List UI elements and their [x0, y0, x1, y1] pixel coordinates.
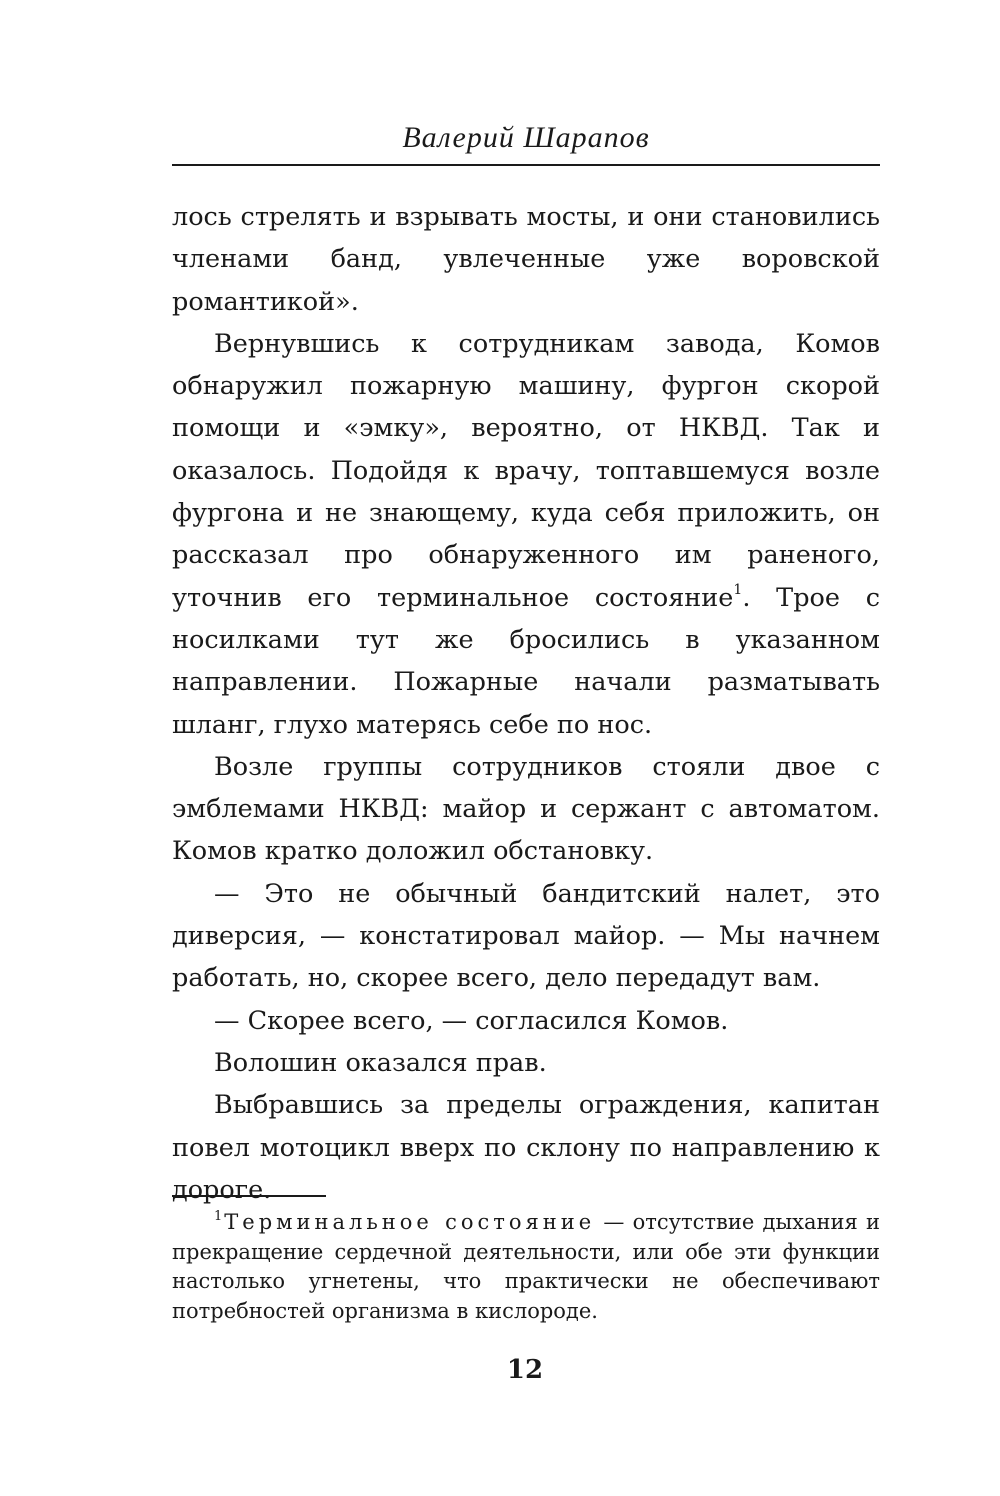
footnote-term: Терминальное состояние [224, 1210, 596, 1234]
footnote-paragraph [172, 1208, 880, 1326]
footnote [172, 1208, 880, 1326]
footnote-number: 1 [214, 1209, 223, 1224]
paragraph-2-text-b: . Трое с носилками тут же бросились в указанном направлении. Пожарные начали разматывать шланг, глухо матерясь себе по нос. [172, 582, 881, 740]
paragraph-5-dialogue: — Скорее всего, — согласился Комов. [214, 1005, 729, 1036]
header-rule [172, 164, 880, 166]
footnote-text: — отсутствие дыхания и прекращение сердечной деятельности, или обе эти функции настолько угнетены, что практически не обеспечивают потребностей организма в кислороде. [172, 1210, 880, 1323]
footnote-reference[interactable]: 1 [733, 581, 743, 598]
running-header: Валерий Шарапов [402, 121, 650, 154]
paragraph-2-text-a: Вернувшись к сотрудникам завода, Комов обнаружил пожарную машину, фургон скорой помощи и «эмку», вероятно, от НКВД. Так и оказалось. Подойдя к врачу, топтавшемуся возле фургона и не знающему, куда себя приложить, он рассказал про обнаруженного им раненого, уточнив его терминальное состояние [172, 328, 880, 613]
paragraph-2 [172, 323, 880, 746]
paragraph-3: Возле группы сотрудников стояли двое с эмблемами НКВД: майор и сержант с автоматом. Комов кратко доложил обстановку. [172, 751, 880, 867]
paragraph-1: лось стрелять и взрывать мосты, и они становились членами банд, увлеченные уже воровской романтикой». [172, 202, 880, 317]
footnote-rule [172, 1195, 326, 1197]
paragraph-4-dialogue: — Это не обычный бандитский налет, это диверсия, — констатировал майор. — Мы начнем работать, но, скорее всего, дело передадут вам. [172, 878, 880, 994]
paragraph-6: Волошин оказался прав. [214, 1047, 547, 1078]
page-body [172, 196, 880, 1211]
paragraph-7: Выбравшись за пределы ограждения, капитан повел мотоцикл вверх по склону по направлению к дороге. [172, 1090, 880, 1205]
page-number: 12 [506, 1355, 544, 1385]
